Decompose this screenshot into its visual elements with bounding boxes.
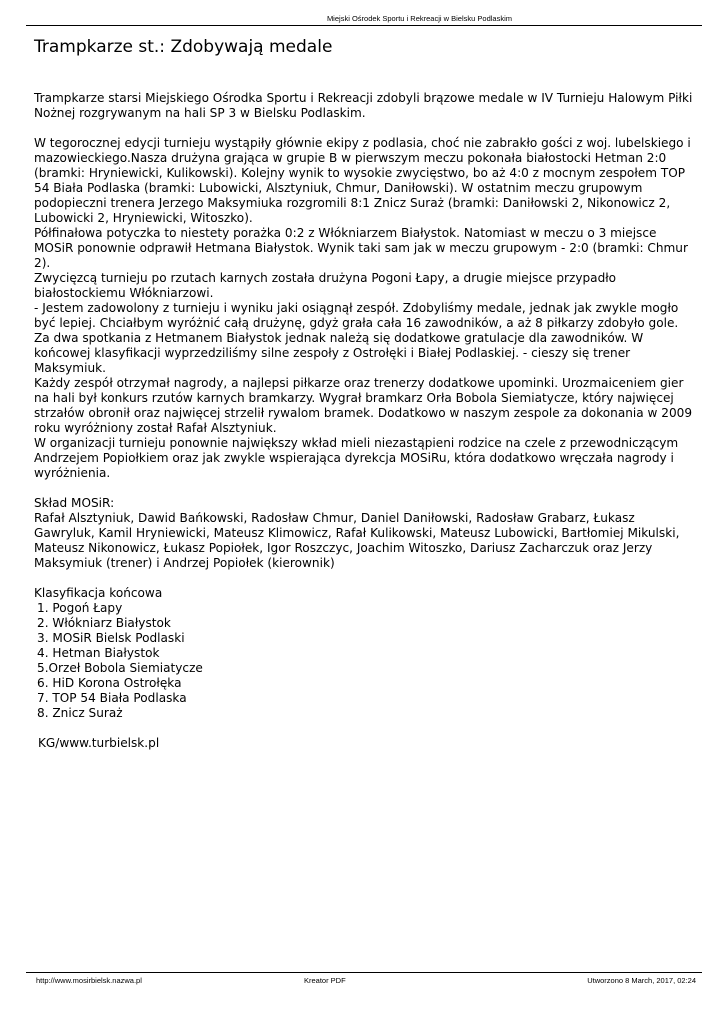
classification-item: 5.Orzeł Bobola Siemiatycze [37, 661, 203, 675]
intro-paragraph: Trampkarze starsi Miejskiego Ośrodka Sportu i Rekreacji zdobyli brązowe medale w IV Turnieju Halowym Piłki Nożnej rozgrywanym na hali SP 3 w Bielsku Podlaskim. [34, 91, 693, 120]
paragraph: Półfinałowa potyczka to niestety porażka 0:2 z Włókniarzem Białystok. Natomiast w meczu o 3 miejsce MOSiR ponownie odprawił Hetmana Białystok. Wynik taki sam jak w meczu grupowym - 2:0 (bramki: Chmur 2). [34, 226, 688, 270]
classification-list [34, 601, 694, 721]
source-credit: KG/www.turbielsk.pl [38, 736, 160, 750]
paragraph: Każdy zespół otrzymał nagrody, a najlepsi piłkarze oraz trenerzy dodatkowe upominki. Urozmaiceniem gier na hali był konkurs rzutów karnych bramkarzy. Wygrał bramkarz Orła Bobola Siemiatycze, który najwięcej strzałów obronił oraz najwięcej strzelił rywalom bramek. Dodatkowo w naszym zespole za dokonania w 2009 roku wyróżniony został Rafał Alsztyniuk. [34, 376, 693, 435]
paragraph: - Jestem zadowolony z turnieju i wyniku jaki osiągnął zespół. Zdobyliśmy medale, jednak jak zwykle mogło być lepiej. Chciałbym wyróżnić całą drużynę, gdyż grała cała 16 zawodników, a aż 8 piłkarzy zdobyło gole. Za dwa spotkania z Hetmanem Białystok jednak należą się dodatkowe gratulacje dla zawodników. W końcowej klasyfikacji wyprzedziliśmy silne zespoły z Ostrołęki i Białej Podlaskiej. - cieszy się trener Maksymiuk. [34, 301, 679, 375]
squad-label: Skład MOSiR: [34, 496, 115, 510]
spacer [34, 481, 694, 496]
footer-url-link[interactable]: http://www.mosirbielsk.nazwa.pl [36, 976, 142, 985]
classification-item: 3. MOSiR Bielsk Podlaski [37, 631, 185, 645]
classification-item: 8. Znicz Suraż [37, 706, 123, 720]
classification-label: Klasyfikacja końcowa [34, 586, 163, 600]
footer-created-date: Utworzono 8 March, 2017, 02:24 [587, 976, 696, 985]
spacer [34, 571, 694, 586]
classification-item: 1. Pogoń Łapy [37, 601, 123, 615]
classification-item: 6. HiD Korona Ostrołęka [37, 676, 182, 690]
page-footer [26, 972, 702, 987]
classification-item: 7. TOP 54 Biała Podlaska [37, 691, 187, 705]
page-header [26, 12, 702, 26]
footer-generator: Kreator PDF [304, 976, 346, 985]
article-body [34, 91, 694, 751]
classification-item: 4. Hetman Białystok [37, 646, 160, 660]
paragraph: W tegorocznej edycji turnieju wystąpiły głównie ekipy z podlasia, choć nie zabrakło gości z woj. lubelskiego i mazowieckiego.Nasza drużyna grająca w grupie B w pierwszym meczu pokonała białostocki Hetman 2:0 (bramki: Hryniewicki, Kulikowski). Kolejny wynik to wysokie zwycięstwo, bo aż 4:0 z mocnym zespołem TOP 54 Biała Podlaska (bramki: Lubowicki, Alsztyniuk, Chmur, Daniłowski). W ostatnim meczu grupowym podopieczni trenera Jerzego Maksymiuka rozgromili 8:1 Znicz Suraż (bramki: Daniłowski 2, Nikonowicz 2, Lubowicki 2, Hryniewicki, Witoszko). [34, 136, 691, 225]
squad-list: Rafał Alsztyniuk, Dawid Bańkowski, Radosław Chmur, Daniel Daniłowski, Radosław Grabarz, Łukasz Gawryluk, Kamil Hryniewicki, Mateusz Klimowicz, Rafał Kulikowski, Mateusz Lubowicki, Bartłomiej Mikulski, Mateusz Nikonowicz, Łukasz Popiołek, Igor Roszczyc, Joachim Witoszko, Dariusz Zacharczuk oraz Jerzy Maksymiuk (trener) i Andrzej Popiołek (kierownik) [34, 511, 680, 570]
paragraph: W organizacji turnieju ponownie największy wkład mieli niezastąpieni rodzice na czele z przewodniczącym Andrzejem Popiołkiem oraz jak zwykle wspierająca dyrekcja MOSiRu, która dodatkowo wręczała nagrody i wyróżnienia. [34, 436, 679, 480]
spacer [34, 721, 694, 736]
classification-item: 2. Włókniarz Białystok [37, 616, 171, 630]
header-text: Miejski Ośrodek Sportu i Rekreacji w Bielsku Podlaskim [326, 14, 512, 23]
spacer [34, 121, 694, 136]
article-title: Trampkarze st.: Zdobywają medale [34, 37, 333, 57]
paragraph: Zwycięzcą turnieju po rzutach karnych została drużyna Pogoni Łapy, a drugie miejsce przypadło białostockiemu Włókniarzowi. [34, 271, 617, 300]
